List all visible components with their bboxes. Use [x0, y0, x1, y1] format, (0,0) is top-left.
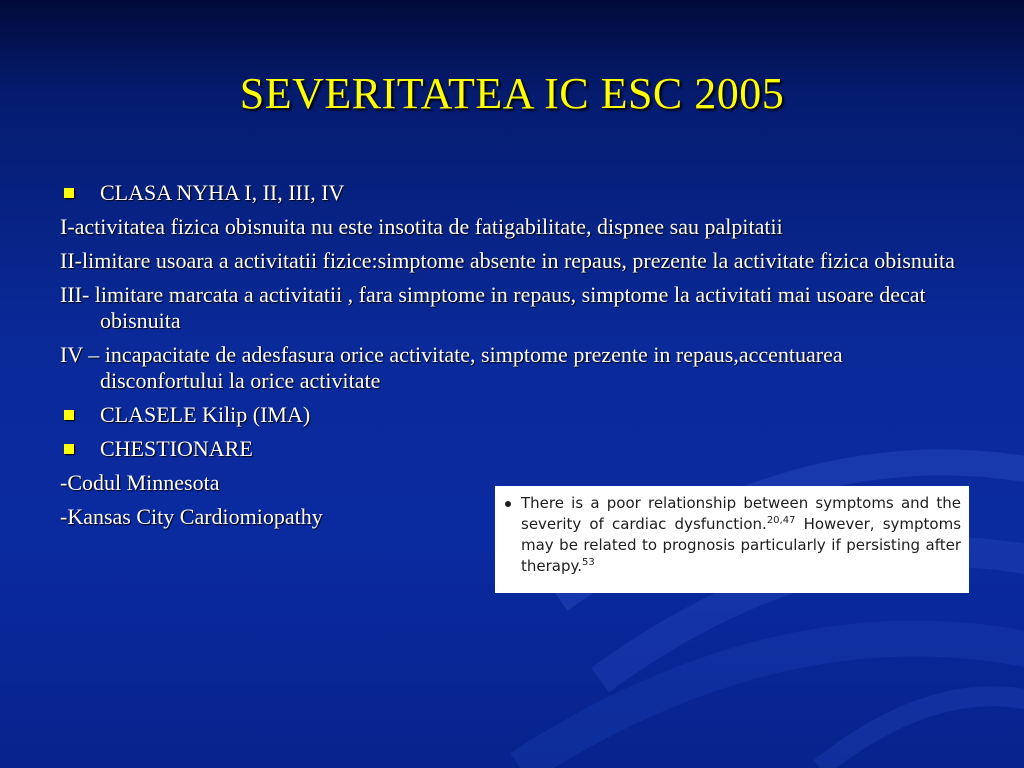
quote-text [503, 493, 961, 577]
slide-body [60, 180, 960, 538]
quote-part-1: There is a poor relationship between symptoms and the severity of cardiac dysfunction. [521, 494, 961, 533]
list-item-class-ii: II-limitare usoara a activitatii fizice:simptome absente in repaus, prezente la activitate fizica obisnuita [60, 248, 955, 273]
quote-part-2: However, symptoms may be related to prognosis particularly if persisting after therapy. [521, 515, 962, 575]
list-item-chestionare [60, 436, 960, 462]
list-item-class-iv: IV – incapacitate de adesfasura orice activitate, simptome prezente in repaus,accentuarea disconfortului la orice activitate [60, 342, 843, 393]
list-item-clasele-kilip [60, 402, 960, 428]
slide-title: SEVERITATEA IC ESC 2005 [239, 69, 785, 118]
list-item-text: CHESTIONARE [100, 436, 253, 461]
quote-reference-2: 53 [582, 557, 595, 568]
round-bullet-icon [505, 501, 511, 507]
list-item-codul-minnesota: -Codul Minnesota [60, 470, 220, 495]
quote-image-box [495, 486, 969, 593]
list-item-class-i: I-activitatea fizica obisnuita nu este insotita de fatigabilitate, dispnee sau palpitatii [60, 214, 783, 239]
list-item-text: CLASELE Kilip (IMA) [100, 402, 311, 427]
list-item-kansas-city: -Kansas City Cardiomiopathy [60, 504, 323, 529]
list-item-text: CLASA NYHA I, II, III, IV [100, 180, 345, 205]
list-item-clasa-nyha [60, 180, 960, 206]
list-item-class-iii: III- limitare marcata a activitatii , fara simptome in repaus, simptome la activitati mai usoare decat obisnuita [60, 282, 926, 333]
quote-reference-1: 20,47 [766, 515, 796, 526]
square-bullet-icon [64, 410, 74, 420]
square-bullet-icon [64, 188, 74, 198]
square-bullet-icon [64, 444, 74, 454]
